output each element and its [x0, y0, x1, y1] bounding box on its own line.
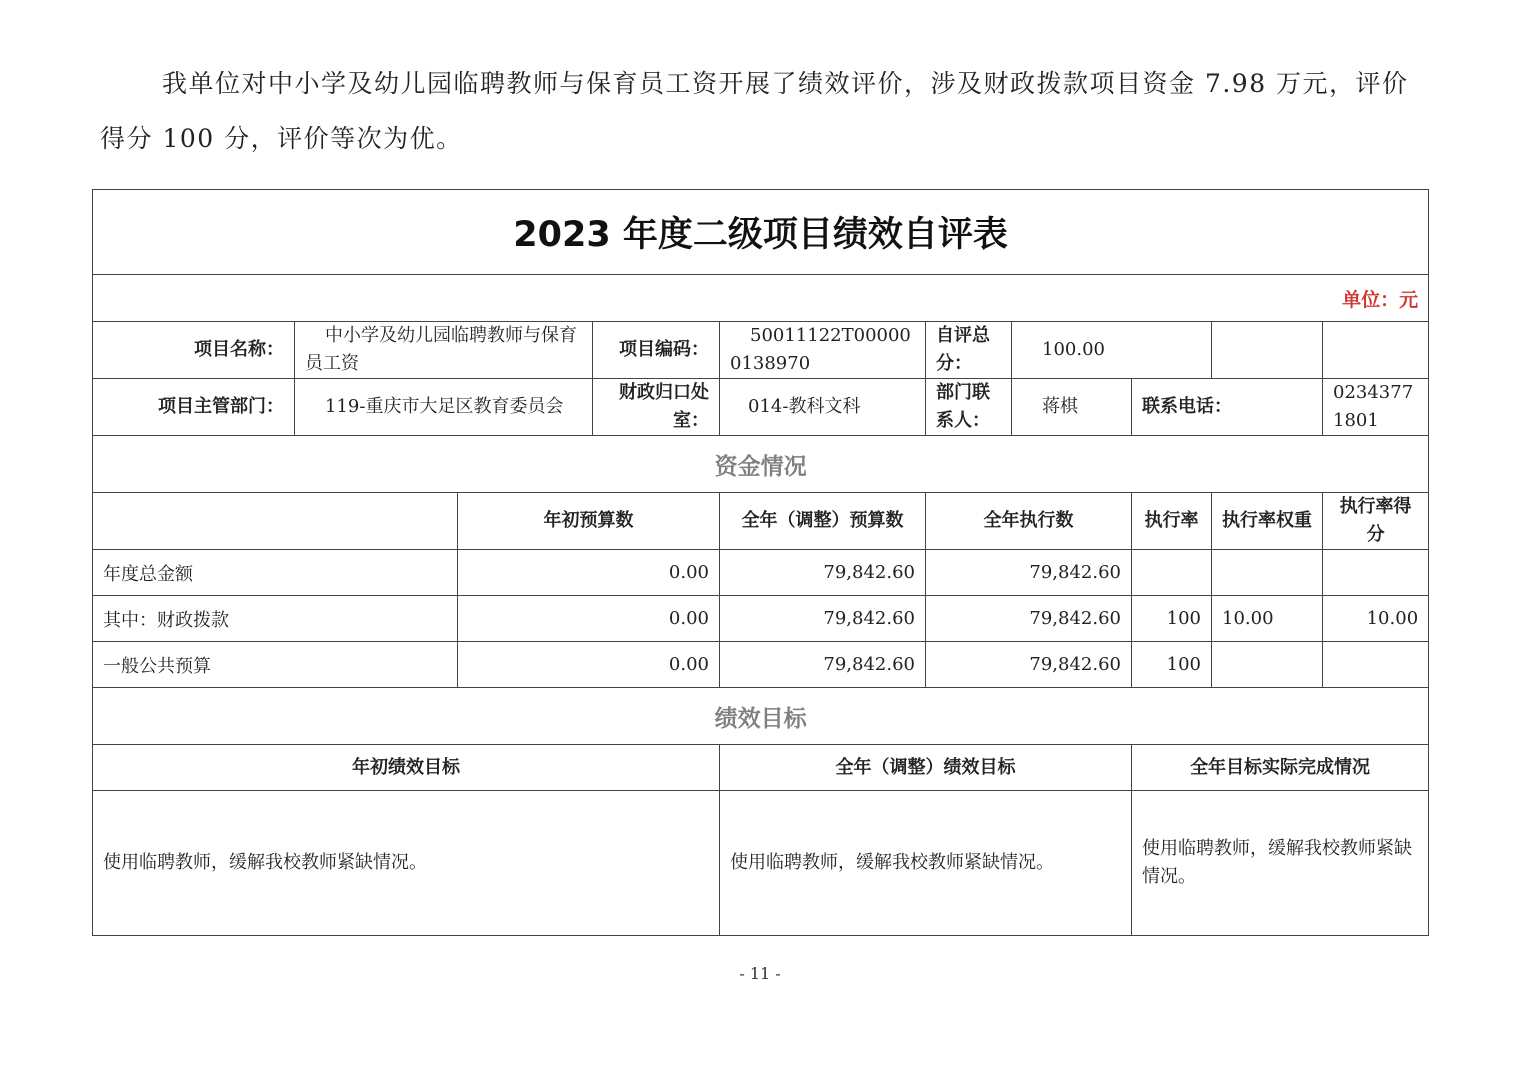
funds-row-score	[1323, 642, 1429, 688]
funds-header-weight: 执行率权重	[1212, 493, 1323, 550]
table-title: 2023 年度二级项目绩效自评表	[93, 190, 1429, 275]
finance-office-label: 财政归口处室：	[593, 379, 720, 436]
funds-row-rate	[1132, 550, 1212, 596]
table-row	[93, 550, 1429, 596]
funds-row-adjusted: 79,842.60	[720, 642, 926, 688]
funds-section-header: 资金情况	[93, 436, 1429, 493]
performance-self-evaluation-table	[92, 189, 1429, 936]
self-score-label: 自评总分：	[926, 322, 1012, 379]
phone-value: 02343771801	[1323, 379, 1429, 436]
funds-row-rate: 100	[1132, 642, 1212, 688]
goals-header-initial: 年初绩效目标	[93, 745, 720, 791]
contact-value: 蒋棋	[1012, 379, 1132, 436]
phone-label: 联系电话：	[1132, 379, 1323, 436]
funds-row-weight: 10.00	[1212, 596, 1323, 642]
funds-row-rate: 100	[1132, 596, 1212, 642]
contact-label: 部门联系人：	[926, 379, 1012, 436]
funds-header-initial: 年初预算数	[458, 493, 720, 550]
funds-header-score: 执行率得分	[1323, 493, 1429, 550]
funds-row-name: 其中：财政拨款	[93, 596, 458, 642]
goals-header-actual: 全年目标实际完成情况	[1132, 745, 1429, 791]
project-code-label: 项目编码：	[593, 322, 720, 379]
goals-section-header: 绩效目标	[93, 688, 1429, 745]
funds-row-score: 10.00	[1323, 596, 1429, 642]
funds-row-score	[1323, 550, 1429, 596]
funds-header-executed: 全年执行数	[926, 493, 1132, 550]
funds-row-adjusted: 79,842.60	[720, 550, 926, 596]
funds-row-weight	[1212, 642, 1323, 688]
goals-header-adjusted: 全年（调整）绩效目标	[720, 745, 1132, 791]
table-row	[93, 642, 1429, 688]
funds-row-weight	[1212, 550, 1323, 596]
funds-row-initial: 0.00	[458, 550, 720, 596]
empty-cell	[1323, 322, 1429, 379]
project-name-value: 中小学及幼儿园临聘教师与保育员工资	[295, 322, 593, 379]
funds-row-name: 一般公共预算	[93, 642, 458, 688]
funds-row-executed: 79,842.60	[926, 642, 1132, 688]
project-code-value: 50011122T000000138970	[720, 322, 926, 379]
funds-header-adjusted: 全年（调整）预算数	[720, 493, 926, 550]
empty-cell	[1212, 322, 1323, 379]
funds-row-executed: 79,842.60	[926, 550, 1132, 596]
funds-header-blank	[93, 493, 458, 550]
funds-row-name: 年度总金额	[93, 550, 458, 596]
page-number: - 11 -	[739, 964, 781, 983]
goal-actual-text: 使用临聘教师，缓解我校教师紧缺情况。	[1132, 791, 1429, 936]
goal-adjusted-text: 使用临聘教师，缓解我校教师紧缺情况。	[720, 791, 1132, 936]
intro-paragraph: 我单位对中小学及幼儿园临聘教师与保育员工资开展了绩效评价，涉及财政拨款项目资金 7.98 万元，评价得分 100 分，评价等次为优。	[100, 69, 1409, 153]
dept-value: 119-重庆市大足区教育委员会	[295, 379, 593, 436]
funds-row-initial: 0.00	[458, 596, 720, 642]
goal-initial-text: 使用临聘教师，缓解我校教师紧缺情况。	[93, 791, 720, 936]
unit-label: 单位：元	[93, 275, 1429, 322]
funds-header-rate: 执行率	[1132, 493, 1212, 550]
funds-row-adjusted: 79,842.60	[720, 596, 926, 642]
funds-row-initial: 0.00	[458, 642, 720, 688]
funds-row-executed: 79,842.60	[926, 596, 1132, 642]
table-row	[93, 596, 1429, 642]
self-score-value: 100.00	[1012, 322, 1212, 379]
dept-label: 项目主管部门：	[93, 379, 295, 436]
finance-office-value: 014-教科文科	[720, 379, 926, 436]
project-name-label: 项目名称：	[93, 322, 295, 379]
